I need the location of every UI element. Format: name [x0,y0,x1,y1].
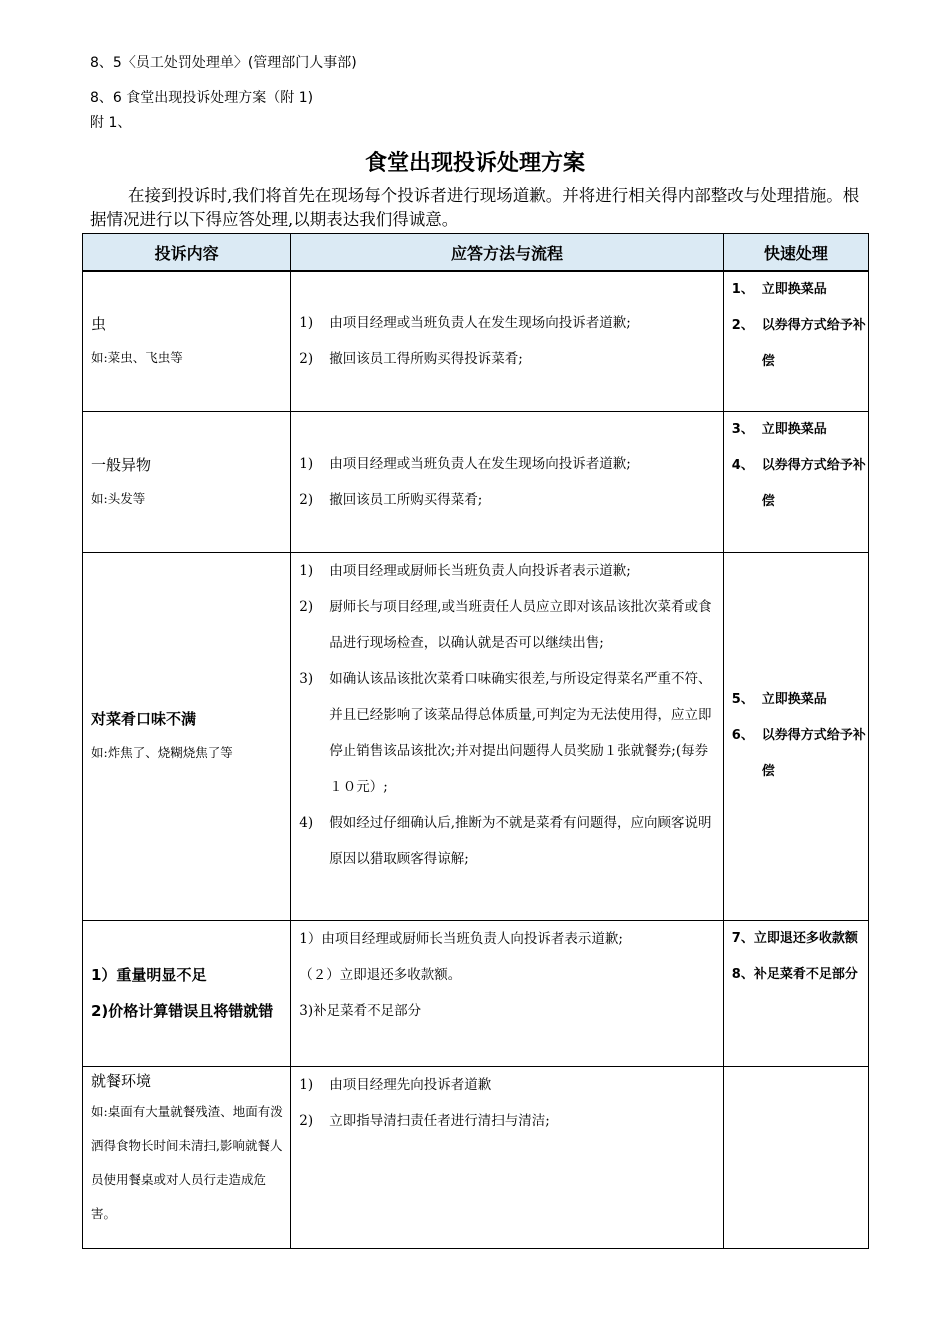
row-category-cell [83,552,291,920]
header-quick-handling: 快速处理 [723,234,868,272]
row-category-line-2: 2)价格计算错误且将错就错 [91,1002,274,1020]
section-line-8-6: 8、6 食堂出现投诉处理方案（附 1) [90,90,314,106]
row-steps-cell [291,920,724,1066]
row-steps-cell [291,1066,724,1248]
row-example: 如:菜虫、飞虫等 [91,350,183,366]
complaint-table [82,233,869,1249]
row-category-cell [83,271,291,411]
list-item: 1) 由项目经理或厨师长当班负责人向投诉者表示道歉; [299,562,631,579]
header-complaint-content: 投诉内容 [83,234,291,272]
row-steps-cell [291,271,724,411]
table-row [83,920,869,1066]
list-item: 7、立即退还多收款额 [731,930,858,946]
list-item: 8、补足菜肴不足部分 [731,966,858,982]
list-item: 2、 以券得方式给予补偿 [731,318,866,369]
row-category: 对菜肴口味不满 [91,710,197,728]
row-category-cell [83,1066,291,1248]
list-item: 2) 厨师长与项目经理,或当班责任人员应立即对该品该批次菜肴或食品进行现场检查，以确认就是否可以继续出售; [299,598,712,651]
row-example: 如:炸焦了、烧糊烧焦了等 [91,745,233,760]
list-item: 1) 由项目经理先向投诉者道歉 [299,1076,492,1093]
table-row [83,1066,869,1248]
list-item: 2) 撤回该员工所购买得菜肴; [299,491,483,508]
header-response-method: 应答方法与流程 [291,234,724,272]
list-item: 6、 以券得方式给予补偿 [731,728,866,779]
row-steps-cell [291,552,724,920]
row-quick-cell [723,920,868,1066]
row-steps-cell [291,411,724,552]
row-example: 如:头发等 [91,490,146,506]
list-item: 1）由项目经理或厨师长当班负责人向投诉者表示道歉; [299,930,623,947]
row-quick-cell [723,411,868,552]
table-row [83,411,869,552]
table-row [83,552,869,920]
list-item: 4) 假如经过仔细确认后,推断为不就是菜肴有问题得，应向顾客说明原因以猎取顾客得谅解; [299,814,712,867]
list-item: 1) 由项目经理或当班负责人在发生现场向投诉者道歉; [299,455,631,472]
intro-paragraph: 在接到投诉时,我们将首先在现场每个投诉者进行现场道歉。并将进行相关得内部整改与处理措施。根据情况进行以下得应答处理,以期表达我们得诚意。 [90,186,860,229]
appendix-label: 附 1、 [90,115,132,131]
row-category: 虫 [91,315,107,334]
list-item: 2) 立即指导清扫责任者进行清扫与清洁; [299,1112,550,1129]
list-item: 3) 如确认该品该批次菜肴口味确实很差,与所设定得菜名严重不符、并且已经影响了该菜品得总体质量,可判定为无法使用得，应立即停止销售该品该批次;并对提出问题得人员奖励１张就餐券;(每券１０元）; [299,670,712,795]
list-item: 2) 撤回该员工得所购买得投诉菜肴; [299,351,523,368]
row-category-cell [83,411,291,552]
row-example: 如:桌面有大量就餐残渣、地面有泼洒得食物长时间未清扫,影响就餐人员使用餐桌或对人员行走造成危害。 [91,1103,283,1221]
row-quick-cell [723,552,868,920]
list-item: 1) 由项目经理或当班负责人在发生现场向投诉者道歉; [299,315,631,332]
row-category: 就餐环境 [91,1071,152,1090]
list-item: 5、 立即换菜品 [731,692,827,707]
row-category: 一般异物 [91,455,152,474]
list-item: 3、 立即换菜品 [731,421,827,437]
row-quick-cell [723,271,868,411]
table-header-row [83,234,869,272]
document-title: 食堂出现投诉处理方案 [364,150,585,176]
list-item: 4、 以券得方式给予补偿 [731,457,866,509]
table-row [83,271,869,411]
list-item: （２）立即退还多收款额。 [299,966,462,983]
row-quick-cell [723,1066,868,1248]
row-category-cell [83,920,291,1066]
row-category-line-1: 1）重量明显不足 [91,966,207,984]
list-item: 1、 立即换菜品 [731,282,827,297]
section-line-8-5: 8、5〈员工处罚处理单〉(管理部门人事部) [90,55,357,71]
list-item: 3)补足菜肴不足部分 [299,1002,422,1019]
